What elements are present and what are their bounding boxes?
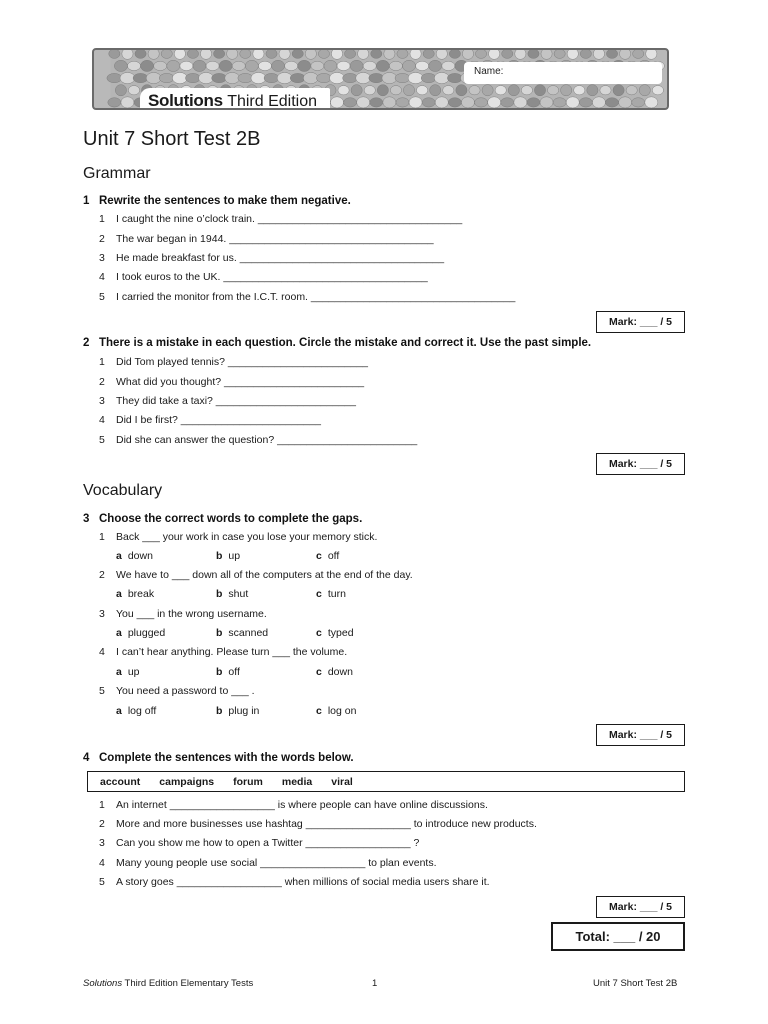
- footer-right: Unit 7 Short Test 2B: [593, 978, 678, 989]
- option-b[interactable]: [216, 550, 240, 562]
- list-item: [99, 291, 515, 303]
- option-c[interactable]: [316, 705, 356, 717]
- brand-main: Solutions: [148, 91, 223, 110]
- question-1-heading: [83, 195, 351, 207]
- mark-box: Mark: ___ / 5: [596, 453, 685, 475]
- item-text: He made breakfast for us. ___________________________________: [116, 252, 445, 264]
- item-text: You need a password to ___ .: [116, 685, 255, 697]
- word-item: account: [100, 776, 141, 788]
- option-text: scanned: [228, 627, 269, 639]
- item-text: The war began in 1944. ___________________________________: [116, 233, 434, 245]
- option-text: down: [127, 550, 153, 562]
- option-letter: a: [116, 627, 122, 639]
- list-item: [99, 837, 419, 849]
- item-text: What did you thought? ________________________: [116, 376, 365, 388]
- item-number: 5: [99, 434, 105, 446]
- list-item: [99, 376, 364, 388]
- option-letter: c: [316, 588, 322, 600]
- item-text: We have to ___ down all of the computers at the end of the day.: [116, 569, 413, 581]
- item-number: 4: [99, 271, 105, 283]
- item-text: Can you show me how to open a Twitter __________________ ?: [116, 837, 420, 849]
- option-text: turn: [327, 588, 346, 600]
- option-letter: a: [116, 666, 122, 678]
- option-a[interactable]: [116, 666, 140, 678]
- option-c[interactable]: [316, 666, 353, 678]
- list-item: [99, 876, 490, 888]
- word-item: media: [281, 776, 313, 788]
- option-a[interactable]: [116, 627, 165, 639]
- list-item: [99, 608, 267, 620]
- list-item: [99, 857, 437, 869]
- item-number: 3: [99, 395, 105, 407]
- option-a[interactable]: [116, 705, 156, 717]
- page-title: Unit 7 Short Test 2B: [83, 128, 261, 150]
- item-number: 1: [99, 799, 105, 811]
- total-box: Total: ___ / 20: [551, 922, 685, 951]
- mark-box: Mark: ___ / 5: [596, 311, 685, 333]
- option-text: log on: [327, 705, 357, 717]
- item-text: Did she can answer the question? ________________________: [116, 434, 418, 446]
- brand-logo: [140, 88, 330, 110]
- option-letter: c: [316, 666, 322, 678]
- option-letter: a: [116, 588, 122, 600]
- footer-brand: Solutions: [83, 978, 123, 989]
- option-letter: a: [116, 550, 122, 562]
- option-letter: a: [116, 705, 122, 717]
- item-number: 2: [99, 376, 105, 388]
- item-text: More and more businesses use hashtag __________________ to introduce new products.: [116, 818, 537, 830]
- footer-left: [83, 978, 253, 989]
- question-4-heading: [83, 752, 354, 764]
- option-b[interactable]: [216, 705, 259, 717]
- footer-series: Third Edition Elementary Tests: [122, 978, 254, 989]
- option-text: log off: [127, 705, 157, 717]
- option-c[interactable]: [316, 588, 346, 600]
- question-3-heading: [83, 513, 362, 525]
- mark-box: Mark: ___ / 5: [596, 896, 685, 918]
- option-text: off: [327, 550, 340, 562]
- section-title-vocabulary: Vocabulary: [83, 482, 163, 499]
- item-number: 2: [99, 569, 105, 581]
- item-text: Did I be first? ________________________: [116, 414, 321, 426]
- item-text: You ___ in the wrong username.: [116, 608, 267, 620]
- option-c[interactable]: [316, 550, 339, 562]
- question-instruction: There is a mistake in each question. Circle the mistake and correct it. Use the past simple.: [99, 337, 592, 349]
- list-item: [99, 685, 255, 697]
- item-number: 2: [99, 233, 105, 245]
- option-text: up: [228, 550, 241, 562]
- header-banner: [92, 48, 669, 110]
- item-text: I took euros to the UK. ___________________________________: [116, 271, 428, 283]
- item-number: 1: [99, 356, 105, 368]
- mark-box: Mark: ___ / 5: [596, 724, 685, 746]
- word-item: forum: [233, 776, 263, 788]
- item-number: 1: [99, 213, 105, 225]
- list-item: [99, 531, 377, 543]
- item-number: 1: [99, 531, 105, 543]
- option-b[interactable]: [216, 627, 268, 639]
- list-item: [99, 569, 413, 581]
- option-text: break: [127, 588, 155, 600]
- option-letter: b: [216, 705, 223, 717]
- item-text: I caught the nine o’clock train. ___________________________________: [116, 213, 463, 225]
- option-b[interactable]: [216, 588, 248, 600]
- item-text: Back ___ your work in case you lose your memory stick.: [116, 531, 378, 543]
- item-text: Many young people use social __________________ to plan events.: [116, 857, 437, 869]
- list-item: [99, 799, 488, 811]
- option-b[interactable]: [216, 666, 240, 678]
- list-item: [99, 271, 428, 283]
- option-letter: b: [216, 666, 223, 678]
- option-c[interactable]: [316, 627, 354, 639]
- item-number: 2: [99, 818, 105, 830]
- section-title-grammar: Grammar: [83, 165, 151, 182]
- item-text: Did Tom played tennis? ________________________: [116, 356, 369, 368]
- item-text: I can’t hear anything. Please turn ___ the volume.: [116, 646, 348, 658]
- option-letter: c: [316, 705, 322, 717]
- option-letter: c: [316, 550, 322, 562]
- option-text: shut: [228, 588, 249, 600]
- item-number: 5: [99, 685, 105, 697]
- name-field[interactable]: [464, 62, 662, 84]
- item-number: 4: [99, 857, 105, 869]
- item-number: 4: [99, 414, 105, 426]
- option-letter: b: [216, 588, 223, 600]
- list-item: [99, 252, 444, 264]
- list-item: [99, 356, 368, 368]
- item-number: 3: [99, 608, 105, 620]
- question-number: 3: [83, 513, 90, 525]
- item-number: 4: [99, 646, 105, 658]
- question-number: 2: [83, 337, 90, 349]
- option-letter: b: [216, 627, 223, 639]
- item-text: A story goes __________________ when millions of social media users share it.: [116, 876, 490, 888]
- option-text: up: [127, 666, 140, 678]
- list-item: [99, 434, 417, 446]
- list-item: [99, 818, 537, 830]
- question-instruction: Choose the correct words to complete the gaps.: [99, 513, 363, 525]
- list-item: [99, 395, 356, 407]
- option-text: plugged: [127, 627, 166, 639]
- question-number: 1: [83, 195, 90, 207]
- option-text: typed: [327, 627, 354, 639]
- item-number: 3: [99, 837, 105, 849]
- item-number: 5: [99, 291, 105, 303]
- list-item: [99, 414, 321, 426]
- question-instruction: Complete the sentences with the words below.: [99, 752, 354, 764]
- option-text: off: [228, 666, 240, 678]
- page-number: 1: [372, 978, 378, 989]
- option-a[interactable]: [116, 550, 153, 562]
- item-number: 5: [99, 876, 105, 888]
- list-item: [99, 233, 434, 245]
- word-item: campaigns: [159, 776, 215, 788]
- name-label: Name:: [474, 66, 504, 77]
- option-text: plug in: [228, 705, 260, 717]
- word-box: [87, 771, 685, 792]
- question-2-heading: [83, 337, 591, 349]
- word-item: viral: [331, 776, 353, 788]
- list-item: [99, 646, 347, 658]
- brand-sub: Third Edition: [227, 93, 318, 110]
- option-letter: c: [316, 627, 322, 639]
- item-text: I carried the monitor from the I.C.T. room. ___________________________________: [116, 291, 516, 303]
- question-number: 4: [83, 752, 90, 764]
- item-text: They did take a taxi? ________________________: [116, 395, 356, 407]
- option-letter: b: [216, 550, 223, 562]
- option-a[interactable]: [116, 588, 154, 600]
- item-text: An internet __________________ is where people can have online discussions.: [116, 799, 488, 811]
- item-number: 3: [99, 252, 105, 264]
- question-instruction: Rewrite the sentences to make them negative.: [99, 195, 351, 207]
- option-text: down: [327, 666, 353, 678]
- list-item: [99, 213, 462, 225]
